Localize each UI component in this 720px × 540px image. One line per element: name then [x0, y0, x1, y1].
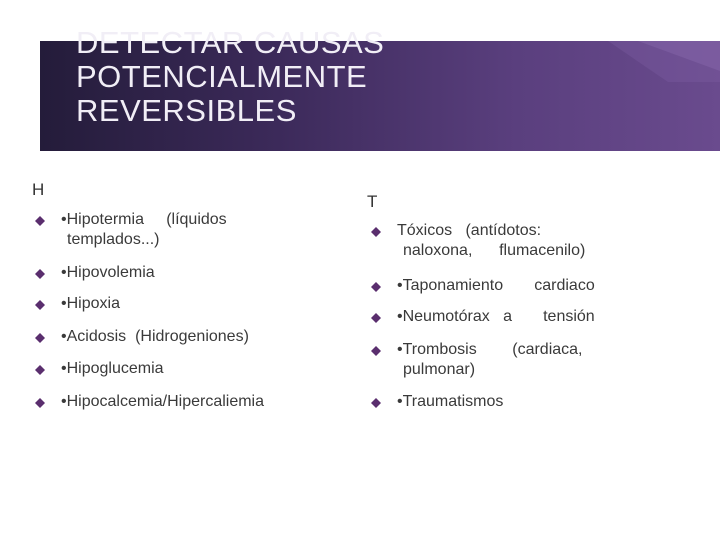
diamond-bullet-icon — [35, 398, 45, 408]
item-text-continued: templados...) — [67, 231, 160, 248]
item-text: •Hipoxia — [61, 295, 120, 312]
item-text: •Hipotermia (líquidos — [61, 211, 227, 228]
item-text-continued: naloxona, flumacenilo) — [403, 242, 586, 259]
banner-accent-shape — [608, 41, 720, 82]
diamond-bullet-icon — [371, 227, 381, 237]
right-column-heading: T — [367, 192, 378, 211]
diamond-bullet-icon — [35, 216, 45, 226]
diamond-bullet-icon — [35, 300, 45, 310]
diamond-bullet-icon — [371, 398, 381, 408]
item-text: •Neumotórax a tensión — [397, 308, 595, 325]
item-text-continued: pulmonar) — [403, 361, 476, 378]
slide-title — [76, 26, 384, 128]
item-text: •Hipoglucemia — [61, 360, 164, 377]
left-column-heading: H — [32, 180, 45, 199]
diamond-bullet-icon — [35, 333, 45, 343]
item-text: •Traumatismos — [397, 393, 504, 410]
item-text: •Taponamiento cardiaco — [397, 277, 595, 294]
diamond-bullet-icon — [371, 282, 381, 292]
item-text: •Trombosis (cardiaca, — [397, 341, 583, 358]
diamond-bullet-icon — [371, 346, 381, 356]
item-text: •Hipovolemia — [61, 264, 155, 281]
diamond-bullet-icon — [35, 269, 45, 279]
title-line-2: POTENCIALMENTE — [76, 59, 368, 94]
item-text: •Hipocalcemia/Hipercaliemia — [61, 393, 265, 410]
item-text: •Acidosis (Hidrogeniones) — [61, 328, 249, 345]
diamond-bullet-icon — [35, 365, 45, 375]
title-line-1: DETECTAR CAUSAS — [76, 25, 385, 60]
title-line-3: REVERSIBLES — [76, 93, 297, 128]
item-text: Tóxicos (antídotos: — [397, 222, 542, 239]
diamond-bullet-icon — [371, 313, 381, 323]
